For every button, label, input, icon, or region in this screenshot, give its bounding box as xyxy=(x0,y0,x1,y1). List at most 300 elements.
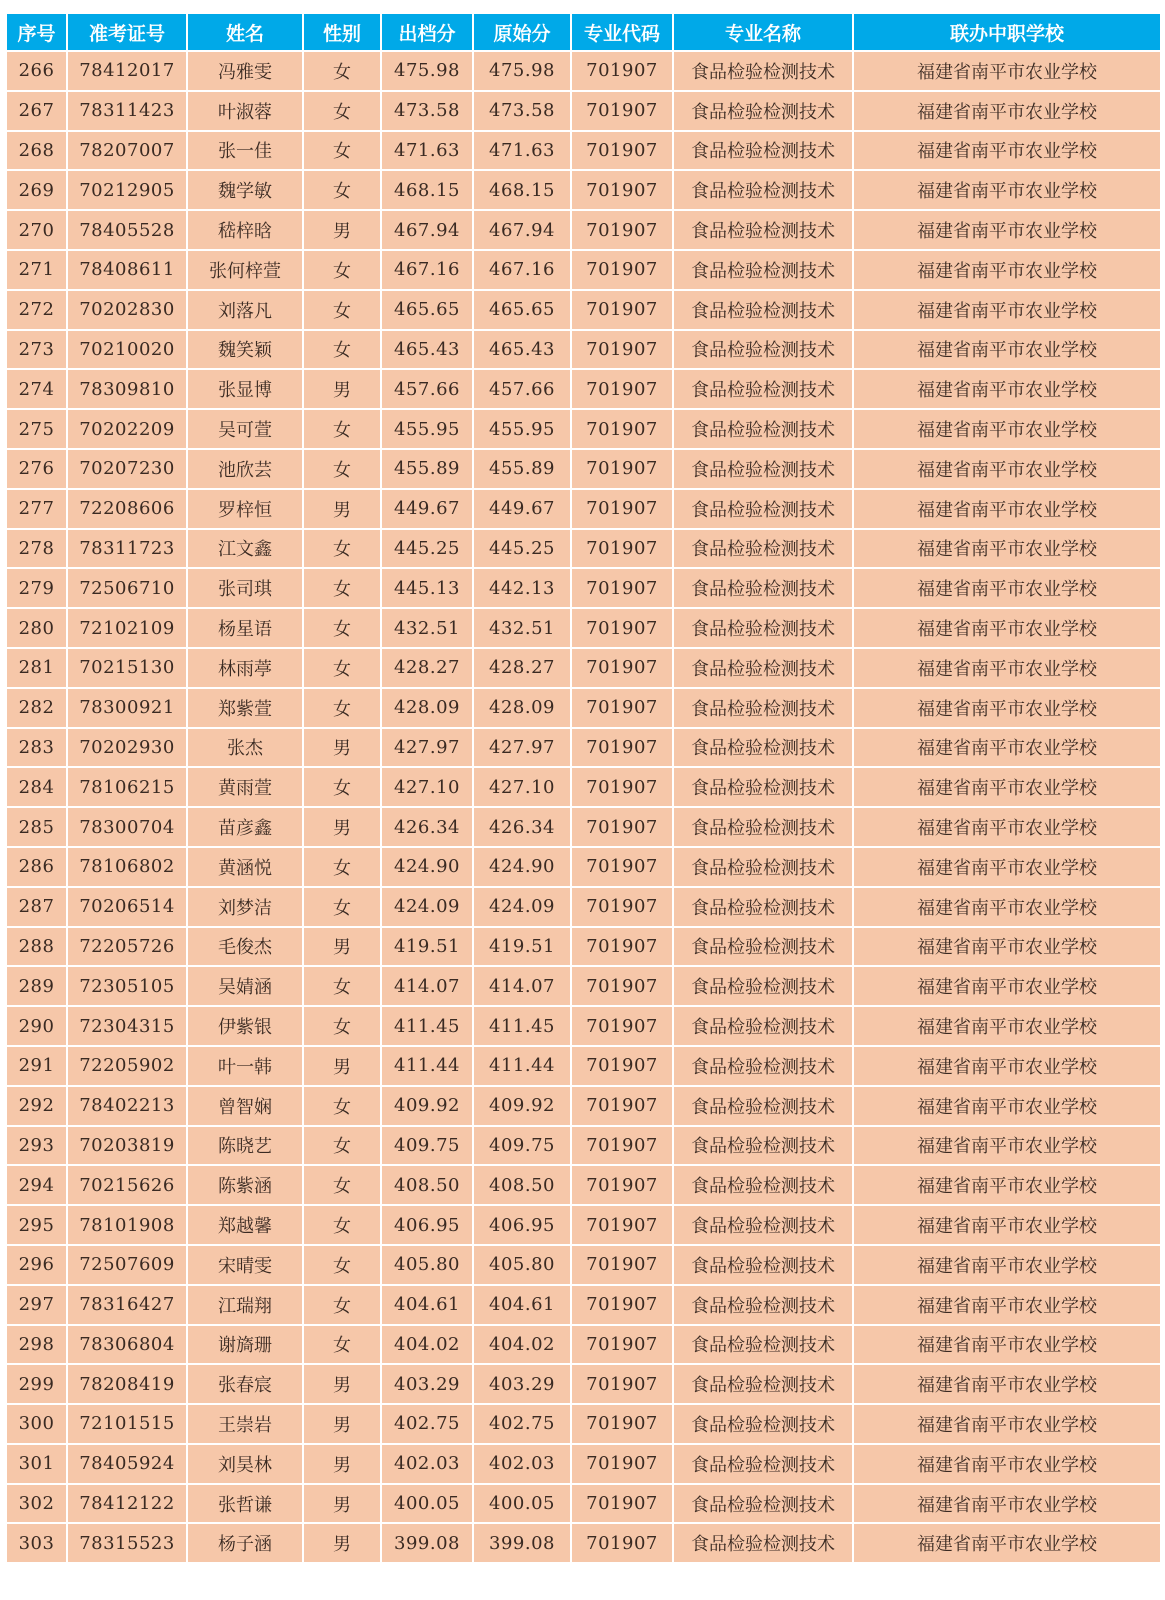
cell-col-major-code: 701907 xyxy=(571,330,673,370)
cell-col-major-name: 食品检验检测技术 xyxy=(673,1285,853,1325)
cell-col-school: 福建省南平市农业学校 xyxy=(853,250,1161,290)
cell-col-major-code: 701907 xyxy=(571,210,673,250)
cell-col-gender: 女 xyxy=(303,170,381,210)
cell-col-gender: 女 xyxy=(303,568,381,608)
cell-col-seq: 282 xyxy=(6,688,67,728)
table-row xyxy=(6,131,1161,171)
table-row xyxy=(6,1086,1161,1126)
cell-col-gender: 女 xyxy=(303,887,381,927)
cell-col-admit-score: 475.98 xyxy=(381,51,473,91)
cell-col-name: 张何梓萱 xyxy=(187,250,303,290)
cell-col-major-name: 食品检验检测技术 xyxy=(673,1484,853,1524)
table-row xyxy=(6,608,1161,648)
cell-col-gender: 女 xyxy=(303,51,381,91)
table-row xyxy=(6,847,1161,887)
cell-col-admit-score: 465.65 xyxy=(381,290,473,330)
cell-col-exam-id: 78315523 xyxy=(67,1523,187,1563)
cell-col-name: 谢旖珊 xyxy=(187,1325,303,1365)
cell-col-admit-score: 404.61 xyxy=(381,1285,473,1325)
cell-col-school: 福建省南平市农业学校 xyxy=(853,927,1161,967)
cell-col-major-name: 食品检验检测技术 xyxy=(673,807,853,847)
cell-col-school: 福建省南平市农业学校 xyxy=(853,1285,1161,1325)
table-row xyxy=(6,1205,1161,1245)
cell-col-exam-id: 70207230 xyxy=(67,449,187,489)
cell-col-exam-id: 78300921 xyxy=(67,688,187,728)
cell-col-exam-id: 72208606 xyxy=(67,489,187,529)
cell-col-major-code: 701907 xyxy=(571,688,673,728)
cell-col-raw-score: 405.80 xyxy=(473,1245,571,1285)
cell-col-raw-score: 455.95 xyxy=(473,409,571,449)
cell-col-major-code: 701907 xyxy=(571,1404,673,1444)
cell-col-exam-id: 70202830 xyxy=(67,290,187,330)
cell-col-major-code: 701907 xyxy=(571,966,673,1006)
cell-col-seq: 271 xyxy=(6,250,67,290)
cell-col-major-code: 701907 xyxy=(571,1126,673,1166)
cell-col-seq: 286 xyxy=(6,847,67,887)
cell-col-raw-score: 411.44 xyxy=(473,1046,571,1086)
cell-col-major-name: 食品检验检测技术 xyxy=(673,330,853,370)
cell-col-major-code: 701907 xyxy=(571,91,673,131)
cell-col-admit-score: 455.95 xyxy=(381,409,473,449)
cell-col-raw-score: 455.89 xyxy=(473,449,571,489)
cell-col-admit-score: 424.09 xyxy=(381,887,473,927)
cell-col-seq: 266 xyxy=(6,51,67,91)
cell-col-admit-score: 404.02 xyxy=(381,1325,473,1365)
cell-col-major-name: 食品检验检测技术 xyxy=(673,1086,853,1126)
cell-col-major-code: 701907 xyxy=(571,1046,673,1086)
cell-col-name: 陈紫涵 xyxy=(187,1165,303,1205)
cell-col-raw-score: 468.15 xyxy=(473,170,571,210)
cell-col-gender: 男 xyxy=(303,1046,381,1086)
cell-col-school: 福建省南平市农业学校 xyxy=(853,568,1161,608)
table-row xyxy=(6,1364,1161,1404)
cell-col-major-name: 食品检验检测技术 xyxy=(673,131,853,171)
cell-col-school: 福建省南平市农业学校 xyxy=(853,449,1161,489)
table-row xyxy=(6,449,1161,489)
cell-col-raw-score: 467.16 xyxy=(473,250,571,290)
cell-col-raw-score: 424.09 xyxy=(473,887,571,927)
cell-col-major-name: 食品检验检测技术 xyxy=(673,449,853,489)
cell-col-raw-score: 457.66 xyxy=(473,369,571,409)
cell-col-exam-id: 78402213 xyxy=(67,1086,187,1126)
cell-col-major-name: 食品检验检测技术 xyxy=(673,1126,853,1166)
cell-col-exam-id: 78306804 xyxy=(67,1325,187,1365)
cell-col-name: 吴可萱 xyxy=(187,409,303,449)
cell-col-gender: 男 xyxy=(303,210,381,250)
cell-col-major-code: 701907 xyxy=(571,369,673,409)
cell-col-admit-score: 445.13 xyxy=(381,568,473,608)
cell-col-name: 江瑞翔 xyxy=(187,1285,303,1325)
cell-col-seq: 279 xyxy=(6,568,67,608)
table-header-row xyxy=(6,13,1161,51)
cell-col-exam-id: 78106215 xyxy=(67,767,187,807)
cell-col-admit-score: 427.97 xyxy=(381,728,473,768)
table-row xyxy=(6,767,1161,807)
cell-col-gender: 女 xyxy=(303,449,381,489)
cell-col-exam-id: 78208419 xyxy=(67,1364,187,1404)
cell-col-major-name: 食品检验检测技术 xyxy=(673,51,853,91)
cell-col-major-code: 701907 xyxy=(571,1086,673,1126)
cell-col-gender: 女 xyxy=(303,1285,381,1325)
cell-col-name: 魏笑颖 xyxy=(187,330,303,370)
table-row xyxy=(6,330,1161,370)
cell-col-seq: 293 xyxy=(6,1126,67,1166)
cell-col-name: 嵇梓晗 xyxy=(187,210,303,250)
cell-col-major-code: 701907 xyxy=(571,1523,673,1563)
cell-col-major-name: 食品检验检测技术 xyxy=(673,290,853,330)
cell-col-name: 张司琪 xyxy=(187,568,303,608)
cell-col-school: 福建省南平市农业学校 xyxy=(853,767,1161,807)
cell-col-major-code: 701907 xyxy=(571,927,673,967)
cell-col-seq: 276 xyxy=(6,449,67,489)
cell-col-exam-id: 72507609 xyxy=(67,1245,187,1285)
cell-col-school: 福建省南平市农业学校 xyxy=(853,728,1161,768)
cell-col-exam-id: 72101515 xyxy=(67,1404,187,1444)
cell-col-school: 福建省南平市农业学校 xyxy=(853,887,1161,927)
cell-col-seq: 291 xyxy=(6,1046,67,1086)
cell-col-major-name: 食品检验检测技术 xyxy=(673,767,853,807)
cell-col-school: 福建省南平市农业学校 xyxy=(853,1046,1161,1086)
cell-col-seq: 288 xyxy=(6,927,67,967)
cell-col-school: 福建省南平市农业学校 xyxy=(853,1444,1161,1484)
cell-col-name: 吴婧涵 xyxy=(187,966,303,1006)
cell-col-raw-score: 473.58 xyxy=(473,91,571,131)
cell-col-name: 张杰 xyxy=(187,728,303,768)
cell-col-seq: 281 xyxy=(6,648,67,688)
header-col-gender: 性别 xyxy=(303,13,381,51)
cell-col-seq: 294 xyxy=(6,1165,67,1205)
cell-col-major-name: 食品检验检测技术 xyxy=(673,1245,853,1285)
cell-col-major-code: 701907 xyxy=(571,449,673,489)
cell-col-gender: 男 xyxy=(303,807,381,847)
cell-col-exam-id: 78311423 xyxy=(67,91,187,131)
cell-col-major-name: 食品检验检测技术 xyxy=(673,608,853,648)
table-row xyxy=(6,489,1161,529)
cell-col-major-code: 701907 xyxy=(571,1484,673,1524)
cell-col-seq: 278 xyxy=(6,529,67,569)
cell-col-name: 伊紫银 xyxy=(187,1006,303,1046)
cell-col-name: 张春宸 xyxy=(187,1364,303,1404)
cell-col-major-code: 701907 xyxy=(571,529,673,569)
cell-col-school: 福建省南平市农业学校 xyxy=(853,1205,1161,1245)
cell-col-seq: 302 xyxy=(6,1484,67,1524)
cell-col-school: 福建省南平市农业学校 xyxy=(853,807,1161,847)
cell-col-school: 福建省南平市农业学校 xyxy=(853,1484,1161,1524)
table-row xyxy=(6,1245,1161,1285)
cell-col-major-code: 701907 xyxy=(571,767,673,807)
cell-col-gender: 女 xyxy=(303,1325,381,1365)
cell-col-seq: 287 xyxy=(6,887,67,927)
cell-col-major-name: 食品检验检测技术 xyxy=(673,250,853,290)
cell-col-exam-id: 70206514 xyxy=(67,887,187,927)
table-row xyxy=(6,250,1161,290)
cell-col-exam-id: 78412017 xyxy=(67,51,187,91)
cell-col-exam-id: 70215130 xyxy=(67,648,187,688)
cell-col-major-code: 701907 xyxy=(571,568,673,608)
cell-col-raw-score: 419.51 xyxy=(473,927,571,967)
cell-col-school: 福建省南平市农业学校 xyxy=(853,1364,1161,1404)
cell-col-gender: 女 xyxy=(303,330,381,370)
cell-col-major-code: 701907 xyxy=(571,1364,673,1404)
cell-col-major-name: 食品检验检测技术 xyxy=(673,210,853,250)
cell-col-exam-id: 78309810 xyxy=(67,369,187,409)
cell-col-raw-score: 399.08 xyxy=(473,1523,571,1563)
cell-col-exam-id: 78300704 xyxy=(67,807,187,847)
cell-col-school: 福建省南平市农业学校 xyxy=(853,330,1161,370)
cell-col-major-name: 食品检验检测技术 xyxy=(673,1205,853,1245)
cell-col-school: 福建省南平市农业学校 xyxy=(853,210,1161,250)
table-row xyxy=(6,1404,1161,1444)
cell-col-school: 福建省南平市农业学校 xyxy=(853,1523,1161,1563)
cell-col-raw-score: 408.50 xyxy=(473,1165,571,1205)
cell-col-major-code: 701907 xyxy=(571,489,673,529)
cell-col-admit-score: 411.45 xyxy=(381,1006,473,1046)
cell-col-admit-score: 428.09 xyxy=(381,688,473,728)
cell-col-admit-score: 409.75 xyxy=(381,1126,473,1166)
cell-col-seq: 283 xyxy=(6,728,67,768)
cell-col-school: 福建省南平市农业学校 xyxy=(853,1404,1161,1444)
cell-col-school: 福建省南平市农业学校 xyxy=(853,131,1161,171)
cell-col-gender: 女 xyxy=(303,847,381,887)
cell-col-school: 福建省南平市农业学校 xyxy=(853,1325,1161,1365)
admission-table xyxy=(5,12,1162,1564)
cell-col-major-code: 701907 xyxy=(571,648,673,688)
cell-col-major-name: 食品检验检测技术 xyxy=(673,1364,853,1404)
cell-col-major-code: 701907 xyxy=(571,728,673,768)
cell-col-major-name: 食品检验检测技术 xyxy=(673,1444,853,1484)
cell-col-exam-id: 78408611 xyxy=(67,250,187,290)
cell-col-admit-score: 471.63 xyxy=(381,131,473,171)
cell-col-admit-score: 468.15 xyxy=(381,170,473,210)
cell-col-major-code: 701907 xyxy=(571,250,673,290)
cell-col-raw-score: 428.27 xyxy=(473,648,571,688)
table-row xyxy=(6,529,1161,569)
cell-col-major-name: 食品检验检测技术 xyxy=(673,927,853,967)
cell-col-gender: 男 xyxy=(303,728,381,768)
cell-col-name: 池欣芸 xyxy=(187,449,303,489)
table-row xyxy=(6,1444,1161,1484)
cell-col-exam-id: 78405924 xyxy=(67,1444,187,1484)
cell-col-major-name: 食品检验检测技术 xyxy=(673,1165,853,1205)
cell-col-admit-score: 427.10 xyxy=(381,767,473,807)
cell-col-raw-score: 428.09 xyxy=(473,688,571,728)
cell-col-admit-score: 473.58 xyxy=(381,91,473,131)
cell-col-raw-score: 432.51 xyxy=(473,608,571,648)
cell-col-raw-score: 409.92 xyxy=(473,1086,571,1126)
cell-col-raw-score: 406.95 xyxy=(473,1205,571,1245)
cell-col-major-name: 食品检验检测技术 xyxy=(673,529,853,569)
cell-col-school: 福建省南平市农业学校 xyxy=(853,1165,1161,1205)
cell-col-school: 福建省南平市农业学校 xyxy=(853,369,1161,409)
cell-col-raw-score: 402.75 xyxy=(473,1404,571,1444)
cell-col-major-code: 701907 xyxy=(571,1006,673,1046)
table-row xyxy=(6,290,1161,330)
cell-col-major-name: 食品检验检测技术 xyxy=(673,1046,853,1086)
cell-col-major-code: 701907 xyxy=(571,131,673,171)
cell-col-major-name: 食品检验检测技术 xyxy=(673,489,853,529)
header-col-admit-score: 出档分 xyxy=(381,13,473,51)
cell-col-gender: 女 xyxy=(303,688,381,728)
cell-col-school: 福建省南平市农业学校 xyxy=(853,170,1161,210)
cell-col-exam-id: 70203819 xyxy=(67,1126,187,1166)
cell-col-admit-score: 465.43 xyxy=(381,330,473,370)
cell-col-admit-score: 408.50 xyxy=(381,1165,473,1205)
cell-col-admit-score: 428.27 xyxy=(381,648,473,688)
table-row xyxy=(6,887,1161,927)
cell-col-major-name: 食品检验检测技术 xyxy=(673,1006,853,1046)
table-row xyxy=(6,210,1161,250)
cell-col-gender: 女 xyxy=(303,250,381,290)
cell-col-major-code: 701907 xyxy=(571,409,673,449)
cell-col-admit-score: 426.34 xyxy=(381,807,473,847)
cell-col-gender: 女 xyxy=(303,529,381,569)
cell-col-raw-score: 467.94 xyxy=(473,210,571,250)
cell-col-seq: 269 xyxy=(6,170,67,210)
cell-col-admit-score: 409.92 xyxy=(381,1086,473,1126)
cell-col-admit-score: 399.08 xyxy=(381,1523,473,1563)
cell-col-admit-score: 455.89 xyxy=(381,449,473,489)
cell-col-gender: 男 xyxy=(303,1444,381,1484)
cell-col-school: 福建省南平市农业学校 xyxy=(853,489,1161,529)
cell-col-admit-score: 411.44 xyxy=(381,1046,473,1086)
cell-col-raw-score: 404.02 xyxy=(473,1325,571,1365)
cell-col-major-code: 701907 xyxy=(571,1245,673,1285)
cell-col-gender: 女 xyxy=(303,966,381,1006)
cell-col-gender: 女 xyxy=(303,1006,381,1046)
cell-col-name: 宋晴雯 xyxy=(187,1245,303,1285)
cell-col-gender: 女 xyxy=(303,1165,381,1205)
cell-col-exam-id: 78106802 xyxy=(67,847,187,887)
cell-col-school: 福建省南平市农业学校 xyxy=(853,290,1161,330)
cell-col-name: 黄雨萱 xyxy=(187,767,303,807)
cell-col-major-code: 701907 xyxy=(571,51,673,91)
cell-col-exam-id: 78405528 xyxy=(67,210,187,250)
cell-col-exam-id: 70202209 xyxy=(67,409,187,449)
cell-col-name: 冯雅雯 xyxy=(187,51,303,91)
cell-col-seq: 296 xyxy=(6,1245,67,1285)
cell-col-major-name: 食品检验检测技术 xyxy=(673,1523,853,1563)
header-col-major-code: 专业代码 xyxy=(571,13,673,51)
cell-col-exam-id: 72102109 xyxy=(67,608,187,648)
cell-col-gender: 女 xyxy=(303,131,381,171)
cell-col-admit-score: 405.80 xyxy=(381,1245,473,1285)
cell-col-major-code: 701907 xyxy=(571,1165,673,1205)
table-row xyxy=(6,409,1161,449)
cell-col-gender: 女 xyxy=(303,1205,381,1245)
cell-col-school: 福建省南平市农业学校 xyxy=(853,608,1161,648)
cell-col-gender: 女 xyxy=(303,290,381,330)
cell-col-major-name: 食品检验检测技术 xyxy=(673,688,853,728)
header-col-school: 联办中职学校 xyxy=(853,13,1161,51)
cell-col-name: 杨子涵 xyxy=(187,1523,303,1563)
cell-col-exam-id: 72304315 xyxy=(67,1006,187,1046)
table-row xyxy=(6,91,1161,131)
cell-col-admit-score: 400.05 xyxy=(381,1484,473,1524)
cell-col-seq: 295 xyxy=(6,1205,67,1245)
cell-col-name: 叶一韩 xyxy=(187,1046,303,1086)
cell-col-exam-id: 70212905 xyxy=(67,170,187,210)
cell-col-gender: 女 xyxy=(303,1126,381,1166)
header-col-name: 姓名 xyxy=(187,13,303,51)
cell-col-gender: 女 xyxy=(303,648,381,688)
cell-col-name: 刘落凡 xyxy=(187,290,303,330)
cell-col-name: 刘梦洁 xyxy=(187,887,303,927)
header-col-raw-score: 原始分 xyxy=(473,13,571,51)
cell-col-school: 福建省南平市农业学校 xyxy=(853,409,1161,449)
cell-col-major-code: 701907 xyxy=(571,887,673,927)
cell-col-major-name: 食品检验检测技术 xyxy=(673,409,853,449)
cell-col-gender: 女 xyxy=(303,409,381,449)
cell-col-raw-score: 402.03 xyxy=(473,1444,571,1484)
cell-col-name: 林雨葶 xyxy=(187,648,303,688)
cell-col-major-name: 食品检验检测技术 xyxy=(673,369,853,409)
cell-col-gender: 女 xyxy=(303,608,381,648)
cell-col-exam-id: 78207007 xyxy=(67,131,187,171)
cell-col-gender: 男 xyxy=(303,489,381,529)
cell-col-gender: 女 xyxy=(303,91,381,131)
cell-col-exam-id: 72205726 xyxy=(67,927,187,967)
cell-col-major-name: 食品检验检测技术 xyxy=(673,847,853,887)
cell-col-gender: 女 xyxy=(303,767,381,807)
cell-col-major-name: 食品检验检测技术 xyxy=(673,887,853,927)
table-row xyxy=(6,1325,1161,1365)
table-row xyxy=(6,728,1161,768)
cell-col-admit-score: 467.94 xyxy=(381,210,473,250)
cell-col-school: 福建省南平市农业学校 xyxy=(853,648,1161,688)
table-row xyxy=(6,568,1161,608)
cell-col-name: 罗梓恒 xyxy=(187,489,303,529)
cell-col-major-code: 701907 xyxy=(571,807,673,847)
cell-col-gender: 男 xyxy=(303,927,381,967)
cell-col-seq: 285 xyxy=(6,807,67,847)
cell-col-exam-id: 78101908 xyxy=(67,1205,187,1245)
cell-col-admit-score: 467.16 xyxy=(381,250,473,290)
cell-col-raw-score: 442.13 xyxy=(473,568,571,608)
table-row xyxy=(6,170,1161,210)
cell-col-raw-score: 471.63 xyxy=(473,131,571,171)
cell-col-admit-score: 457.66 xyxy=(381,369,473,409)
table-row xyxy=(6,1165,1161,1205)
cell-col-seq: 270 xyxy=(6,210,67,250)
cell-col-raw-score: 445.25 xyxy=(473,529,571,569)
cell-col-exam-id: 78412122 xyxy=(67,1484,187,1524)
cell-col-exam-id: 72305105 xyxy=(67,966,187,1006)
cell-col-raw-score: 465.65 xyxy=(473,290,571,330)
cell-col-raw-score: 465.43 xyxy=(473,330,571,370)
cell-col-major-code: 701907 xyxy=(571,847,673,887)
table-row xyxy=(6,1285,1161,1325)
cell-col-name: 江文鑫 xyxy=(187,529,303,569)
cell-col-exam-id: 72506710 xyxy=(67,568,187,608)
cell-col-admit-score: 419.51 xyxy=(381,927,473,967)
table-row xyxy=(6,1006,1161,1046)
header-col-exam-id: 准考证号 xyxy=(67,13,187,51)
cell-col-admit-score: 402.03 xyxy=(381,1444,473,1484)
cell-col-name: 曾智娴 xyxy=(187,1086,303,1126)
cell-col-seq: 273 xyxy=(6,330,67,370)
cell-col-major-code: 701907 xyxy=(571,1205,673,1245)
cell-col-school: 福建省南平市农业学校 xyxy=(853,1126,1161,1166)
table-row xyxy=(6,369,1161,409)
cell-col-exam-id: 70202930 xyxy=(67,728,187,768)
cell-col-raw-score: 475.98 xyxy=(473,51,571,91)
cell-col-raw-score: 411.45 xyxy=(473,1006,571,1046)
cell-col-school: 福建省南平市农业学校 xyxy=(853,847,1161,887)
cell-col-name: 陈晓艺 xyxy=(187,1126,303,1166)
cell-col-name: 杨星语 xyxy=(187,608,303,648)
cell-col-seq: 272 xyxy=(6,290,67,330)
table-row xyxy=(6,648,1161,688)
